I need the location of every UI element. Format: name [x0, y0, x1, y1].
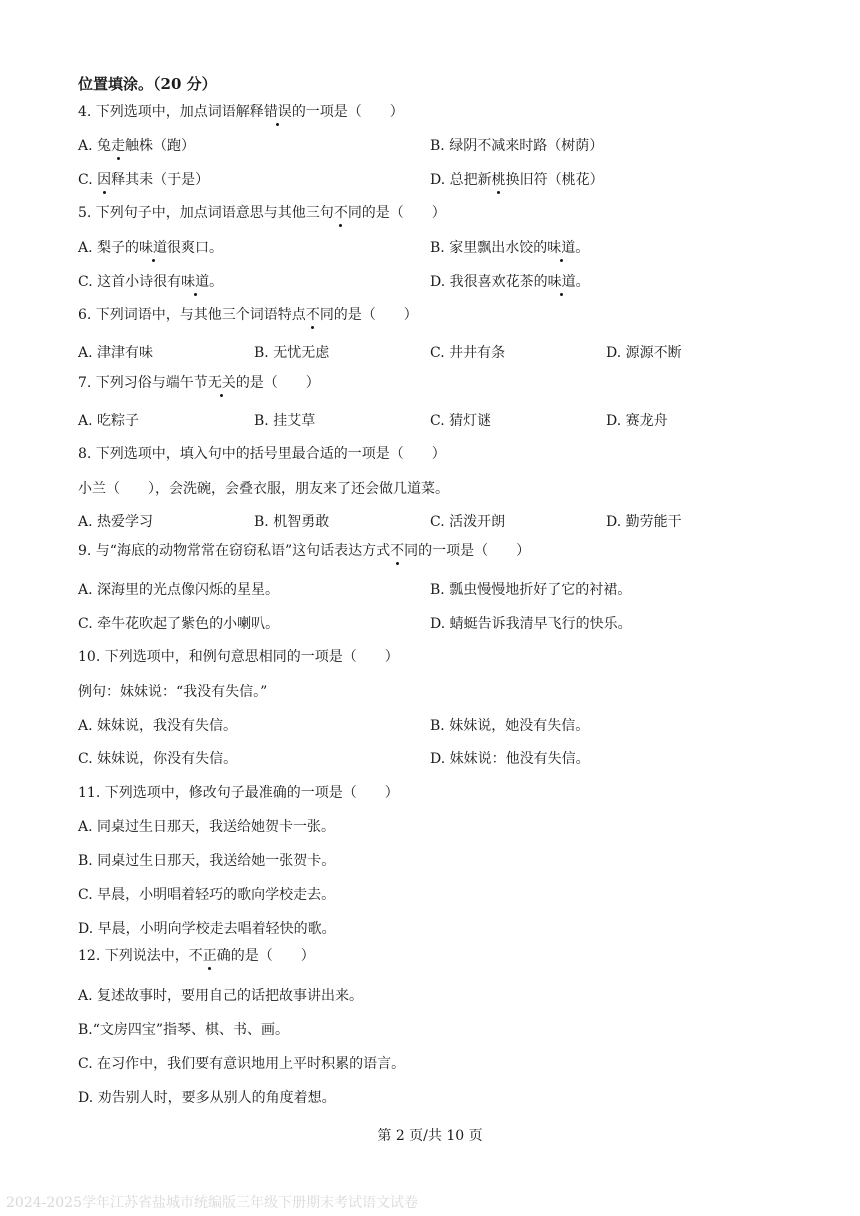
emphasis-dot-text: 味道 [547, 274, 576, 290]
question-11-option-b[interactable]: B. 同桌过生日那天，我送给她一张贺卡。 [78, 853, 336, 869]
emphasis-dot-text: 不 [333, 205, 348, 221]
question-10-option-a[interactable]: A. 妹妹说，我没有失信。 [78, 718, 238, 734]
question-8-option-c[interactable]: C. 活泼开朗 [430, 514, 506, 530]
emphasis-dot-text: 桃 [491, 172, 506, 188]
question-6-option-c[interactable]: C. 井井有条 [430, 345, 506, 361]
emphasis-dot-text: 味道 [547, 240, 576, 256]
question-11-option-d[interactable]: D. 早晨，小明向学校走去唱着轻快的歌。 [78, 921, 336, 937]
question-8-option-b[interactable]: B. 机智勇敢 [254, 514, 330, 530]
question-12-option-d[interactable]: D. 劝告别人时，要多从别人的角度着想。 [78, 1090, 336, 1106]
page-footer: 第 2 页/共 10 页 [377, 1128, 483, 1144]
question-5-option-a[interactable]: A. 梨子的味道很爽口。 [78, 240, 224, 256]
question-9-option-a[interactable]: A. 深海里的光点像闪烁的星星。 [78, 582, 280, 598]
question-12-option-c[interactable]: C. 在习作中，我们要有意识地用上平时积累的语言。 [78, 1056, 406, 1072]
question-7-option-a[interactable]: A. 吃粽子 [78, 413, 140, 429]
question-6-option-d[interactable]: D. 源源不断 [606, 345, 682, 361]
emphasis-dot-text: 错误 [263, 104, 292, 120]
question-10-option-d[interactable]: D. 妹妹说：他没有失信。 [430, 751, 590, 767]
emphasis-dot-text: 不 [390, 543, 405, 559]
question-4-option-b[interactable]: B. 绿阴不减来时路（树荫） [430, 138, 604, 154]
emphasis-dot-text: 味道 [181, 274, 210, 290]
question-8-sentence: 小兰（ ），会洗碗，会叠衣服，朋友来了还会做几道菜。 [78, 481, 449, 497]
question-11-option-a[interactable]: A. 同桌过生日那天，我送给她贺卡一张。 [78, 819, 336, 835]
question-10-option-c[interactable]: C. 妹妹说，你没有失信。 [78, 751, 238, 767]
question-7-option-d[interactable]: D. 赛龙舟 [606, 413, 668, 429]
question-6-option-b[interactable]: B. 无忧无虑 [254, 345, 330, 361]
question-4-stem: 4. 下列选项中，加点词语解释错误的一项是（ ） [78, 104, 404, 120]
question-10-option-b[interactable]: B. 妹妹说，她没有失信。 [430, 718, 590, 734]
question-10-stem: 10. 下列选项中，和例句意思相同的一项是（ ） [78, 649, 399, 665]
question-8-option-a[interactable]: A. 热爱学习 [78, 514, 154, 530]
emphasis-dot-text: 因 [97, 172, 112, 188]
question-6-stem: 6. 下列词语中，与其他三个词语特点不同的是（ ） [78, 307, 418, 323]
question-12-option-a[interactable]: A. 复述故事时，要用自己的话把故事讲出来。 [78, 988, 364, 1004]
question-10-example: 例句：妹妹说：“我没有失信。” [78, 684, 268, 700]
question-6-option-a[interactable]: A. 津津有味 [78, 345, 154, 361]
question-5-option-b[interactable]: B. 家里飘出水饺的味道。 [430, 240, 590, 256]
question-12-option-b[interactable]: B.“文房四宝”指琴、棋、书、画。 [78, 1022, 290, 1038]
question-7-option-b[interactable]: B. 挂艾草 [254, 413, 316, 429]
emphasis-dot-text: 不正确 [188, 948, 231, 964]
question-8-option-d[interactable]: D. 勤劳能干 [606, 514, 682, 530]
question-12-stem: 12. 下列说法中，不正确的是（ ） [78, 948, 315, 964]
question-4-option-c[interactable]: C. 因释其耒（于是） [78, 172, 210, 188]
question-7-stem: 7. 下列习俗与端午节无关的是（ ） [78, 375, 320, 391]
question-9-option-b[interactable]: B. 瓢虫慢慢地折好了它的衬裙。 [430, 582, 632, 598]
question-9-option-d[interactable]: D. 蜻蜓告诉我清早飞行的快乐。 [430, 616, 632, 632]
watermark-text: 2024-2025学年江苏省盐城市统编版三年级下册期末考试语文试卷 [6, 1195, 418, 1211]
question-8-stem: 8. 下列选项中，填入句中的括号里最合适的一项是（ ） [78, 446, 446, 462]
question-7-option-c[interactable]: C. 猜灯谜 [430, 413, 492, 429]
emphasis-dot-text: 无关 [207, 375, 236, 391]
emphasis-dot-text: 味道 [139, 240, 168, 256]
question-4-option-a[interactable]: A. 兔走触株（跑） [78, 138, 196, 154]
emphasis-dot-text: 不 [305, 307, 320, 323]
question-5-stem: 5. 下列句子中，加点词语意思与其他三句不同的是（ ） [78, 205, 446, 221]
question-11-stem: 11. 下列选项中，修改句子最准确的一项是（ ） [78, 785, 399, 801]
question-11-option-c[interactable]: C. 早晨，小明唱着轻巧的歌向学校走去。 [78, 887, 336, 903]
question-9-option-c[interactable]: C. 牵牛花吹起了紫色的小喇叭。 [78, 616, 280, 632]
question-5-option-d[interactable]: D. 我很喜欢花茶的味道。 [430, 274, 590, 290]
question-5-option-c[interactable]: C. 这首小诗很有味道。 [78, 274, 224, 290]
section-heading: 位置填涂。（20 分） [78, 75, 217, 93]
emphasis-dot-text: 走 [111, 138, 126, 154]
question-4-option-d[interactable]: D. 总把新桃换旧符（桃花） [430, 172, 604, 188]
question-9-stem: 9. 与“海底的动物常常在窃窃私语”这句话表达方式不同的一项是（ ） [78, 543, 531, 559]
